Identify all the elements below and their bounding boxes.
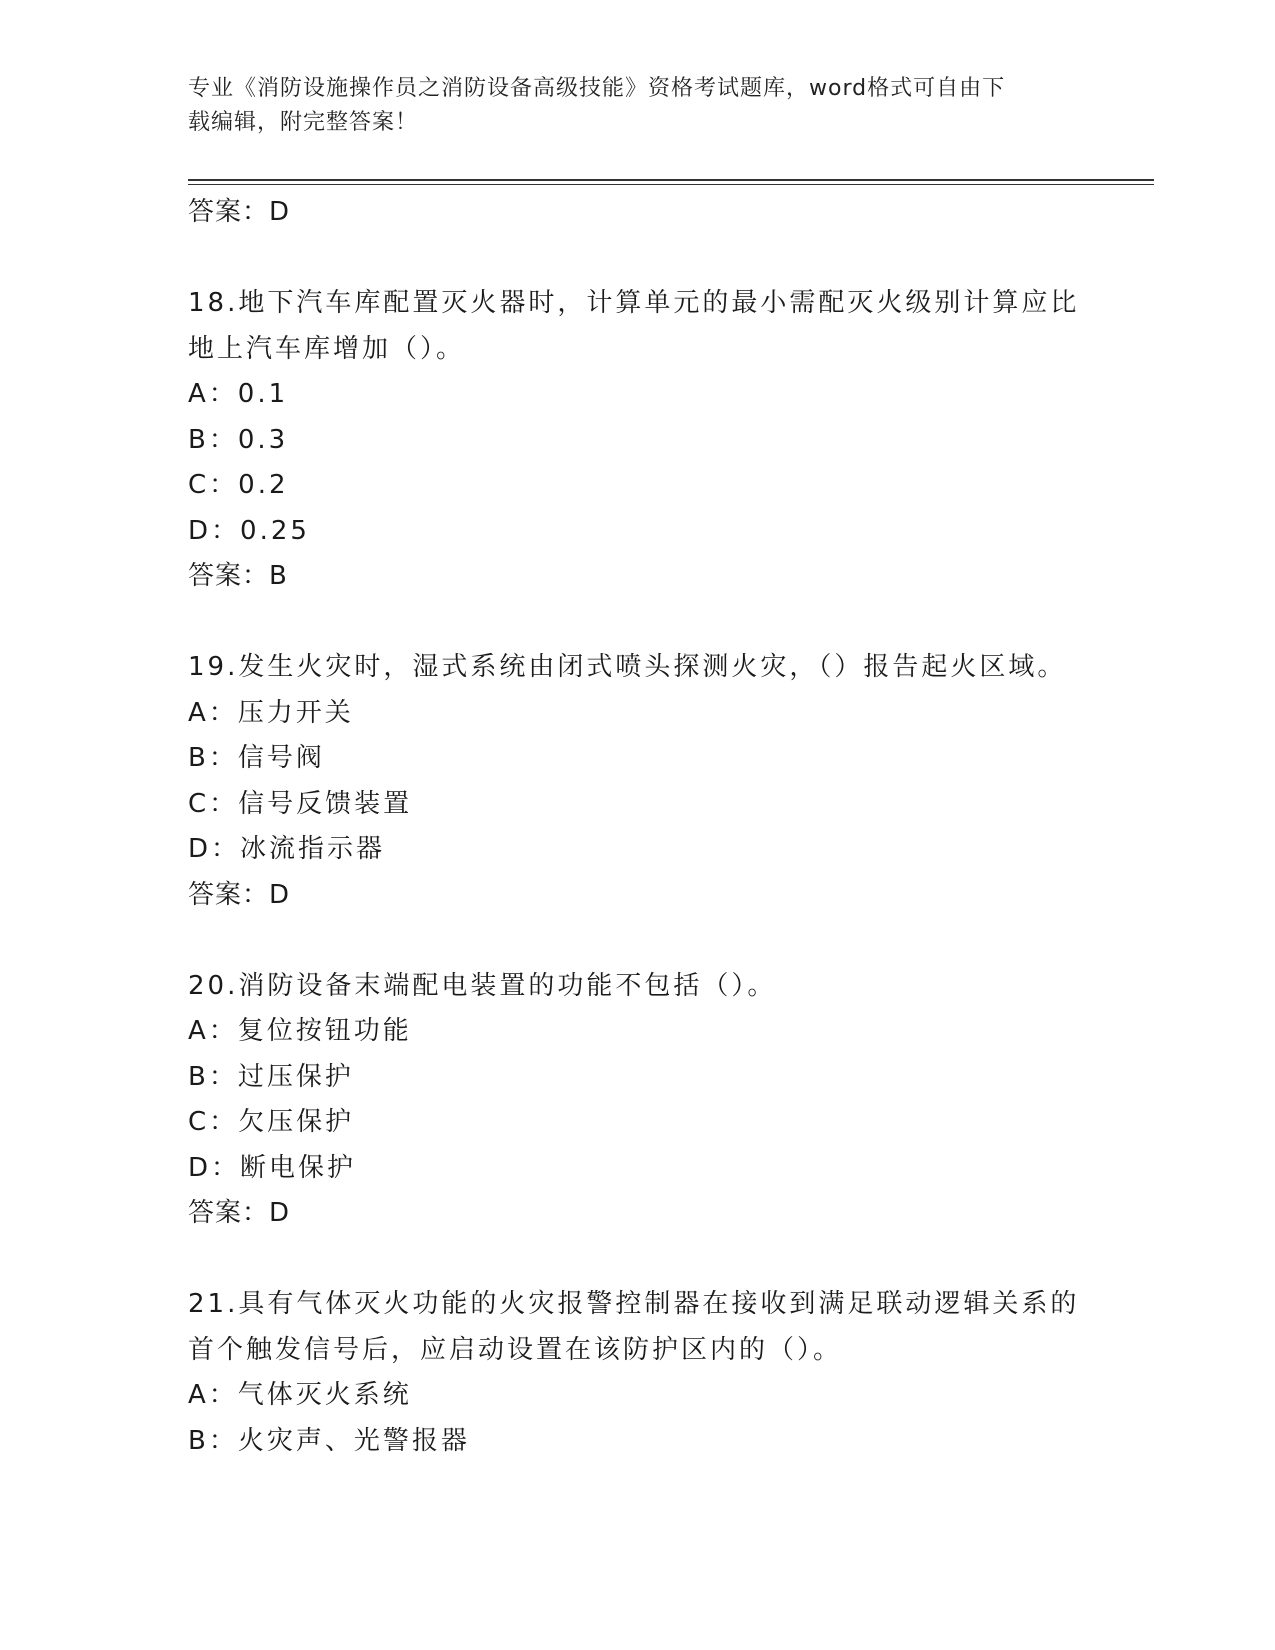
option-a: A：复位按钮功能	[188, 1016, 412, 1046]
option-b: B：信号阀	[188, 743, 325, 773]
spacer	[188, 236, 1088, 282]
option-c: C：0.2	[188, 470, 289, 500]
question-18	[188, 281, 1088, 600]
spacer	[188, 1237, 1088, 1283]
answer: 答案：B	[188, 561, 288, 591]
document-header	[188, 72, 1088, 140]
question-stem-line: 地上汽车库增加（）。	[188, 333, 466, 364]
option-b: B：0.3	[188, 424, 289, 455]
option-d: D：断电保护	[188, 1152, 357, 1183]
option-b: B：过压保护	[188, 1061, 354, 1092]
spacer	[188, 600, 1088, 646]
question-21	[188, 1282, 1088, 1464]
question-list	[188, 190, 1088, 1464]
header-line-2: 载编辑，附完整答案！	[188, 110, 419, 135]
option-a: A：0.1	[188, 379, 289, 409]
previous-answer: 答案：D	[188, 197, 291, 227]
question-19	[188, 645, 1088, 918]
header-divider-thick	[188, 179, 1154, 181]
question-stem-line: 19.发生火灾时，湿式系统由闭式喷头探测火灾，（）报告起火区域。	[188, 652, 1067, 682]
option-d: D：冰流指示器	[188, 834, 386, 864]
answer: 答案：D	[188, 879, 291, 910]
spacer	[188, 918, 1088, 964]
question-stem-line: 18.地下汽车库配置灭火器时，计算单元的最小需配灭火级别计算应比	[188, 288, 1080, 318]
option-c: C：信号反馈装置	[188, 788, 413, 819]
header-divider-thin	[188, 184, 1154, 185]
answer: 答案：D	[188, 1198, 291, 1228]
option-b: B：火灾声、光警报器	[188, 1425, 470, 1456]
option-a: A：压力开关	[188, 697, 354, 728]
header-line-1: 专业《消防设施操作员之消防设备高级技能》资格考试题库，word格式可自由下	[188, 76, 1006, 101]
option-d: D：0.25	[188, 515, 310, 546]
question-stem-line: 21.具有气体灭火功能的火灾报警控制器在接收到满足联动逻辑关系的	[188, 1289, 1080, 1319]
question-stem-line: 20.消防设备末端配电装置的功能不包括（）。	[188, 970, 777, 1001]
question-20	[188, 964, 1088, 1237]
option-a: A：气体灭火系统	[188, 1380, 412, 1410]
question-stem-line: 首个触发信号后，应启动设置在该防护区内的（）。	[188, 1334, 843, 1365]
option-c: C：欠压保护	[188, 1107, 355, 1137]
